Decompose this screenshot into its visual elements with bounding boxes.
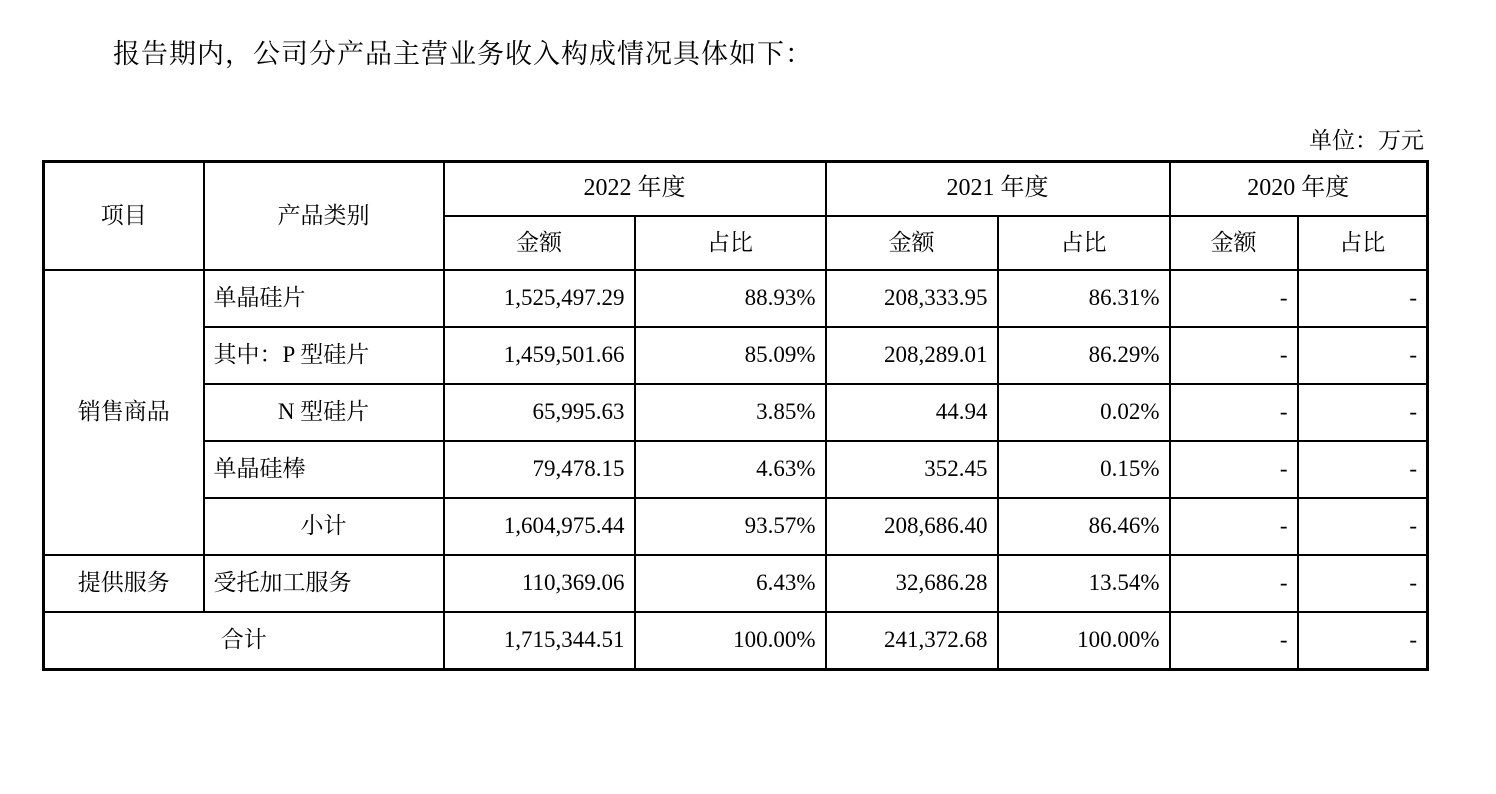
group-label-sales: 销售商品 [44, 270, 204, 555]
cell-ratio-2021: 86.46% [998, 498, 1170, 555]
header-ratio-2020: 占比 [1298, 216, 1428, 270]
cell-ratio-2021: 86.31% [998, 270, 1170, 327]
cell-ratio-2022: 6.43% [635, 555, 826, 612]
cell-amount-2021: 208,686.40 [826, 498, 998, 555]
cell-amount-2022: 1,604,975.44 [444, 498, 635, 555]
header-year-2020: 2020 年度 [1170, 162, 1428, 217]
header-amount-2020: 金额 [1170, 216, 1298, 270]
cell-amount-2020: - [1170, 327, 1298, 384]
row-category: 受托加工服务 [204, 555, 444, 612]
cell-ratio-2020: - [1298, 270, 1428, 327]
header-category: 产品类别 [204, 162, 444, 271]
table-row [44, 270, 1428, 327]
header-item: 项目 [44, 162, 204, 271]
total-ratio-2021: 100.00% [998, 612, 1170, 670]
cell-ratio-2020: - [1298, 441, 1428, 498]
row-category: 其中：P 型硅片 [204, 327, 444, 384]
table-row [44, 384, 1428, 441]
header-year-2021: 2021 年度 [826, 162, 1170, 217]
cell-ratio-2021: 0.02% [998, 384, 1170, 441]
total-label: 合计 [44, 612, 444, 670]
header-amount-2021: 金额 [826, 216, 998, 270]
total-ratio-2020: - [1298, 612, 1428, 670]
total-amount-2020: - [1170, 612, 1298, 670]
total-amount-2022: 1,715,344.51 [444, 612, 635, 670]
cell-ratio-2022: 85.09% [635, 327, 826, 384]
header-year-2022: 2022 年度 [444, 162, 826, 217]
revenue-breakdown-table [42, 160, 1429, 671]
table-row [44, 327, 1428, 384]
cell-amount-2020: - [1170, 384, 1298, 441]
cell-ratio-2022: 4.63% [635, 441, 826, 498]
cell-amount-2021: 208,289.01 [826, 327, 998, 384]
cell-ratio-2021: 0.15% [998, 441, 1170, 498]
cell-ratio-2020: - [1298, 555, 1428, 612]
header-amount-2022: 金额 [444, 216, 635, 270]
cell-amount-2021: 208,333.95 [826, 270, 998, 327]
header-ratio-2021: 占比 [998, 216, 1170, 270]
intro-paragraph: 报告期内，公司分产品主营业务收入构成情况具体如下： [113, 39, 813, 69]
cell-amount-2022: 1,525,497.29 [444, 270, 635, 327]
row-category: 小计 [204, 498, 444, 555]
total-amount-2021: 241,372.68 [826, 612, 998, 670]
table-row [44, 441, 1428, 498]
cell-amount-2021: 44.94 [826, 384, 998, 441]
table-row-total [44, 612, 1428, 670]
total-ratio-2022: 100.00% [635, 612, 826, 670]
cell-ratio-2022: 3.85% [635, 384, 826, 441]
table-row [44, 555, 1428, 612]
cell-ratio-2020: - [1298, 384, 1428, 441]
cell-amount-2020: - [1170, 498, 1298, 555]
cell-ratio-2022: 93.57% [635, 498, 826, 555]
cell-amount-2020: - [1170, 441, 1298, 498]
cell-amount-2021: 32,686.28 [826, 555, 998, 612]
cell-amount-2022: 79,478.15 [444, 441, 635, 498]
cell-amount-2022: 65,995.63 [444, 384, 635, 441]
cell-amount-2021: 352.45 [826, 441, 998, 498]
unit-label: 单位：万元 [1309, 128, 1424, 153]
cell-ratio-2021: 13.54% [998, 555, 1170, 612]
cell-amount-2020: - [1170, 555, 1298, 612]
row-category: 单晶硅棒 [204, 441, 444, 498]
cell-amount-2022: 1,459,501.66 [444, 327, 635, 384]
table-header-row-years [44, 162, 1428, 217]
cell-ratio-2020: - [1298, 327, 1428, 384]
cell-ratio-2022: 88.93% [635, 270, 826, 327]
table-row-subtotal [44, 498, 1428, 555]
cell-ratio-2020: - [1298, 498, 1428, 555]
cell-amount-2022: 110,369.06 [444, 555, 635, 612]
header-ratio-2022: 占比 [635, 216, 826, 270]
cell-ratio-2021: 86.29% [998, 327, 1170, 384]
row-category: 单晶硅片 [204, 270, 444, 327]
row-category: N 型硅片 [204, 384, 444, 441]
cell-amount-2020: - [1170, 270, 1298, 327]
group-label-services: 提供服务 [44, 555, 204, 612]
